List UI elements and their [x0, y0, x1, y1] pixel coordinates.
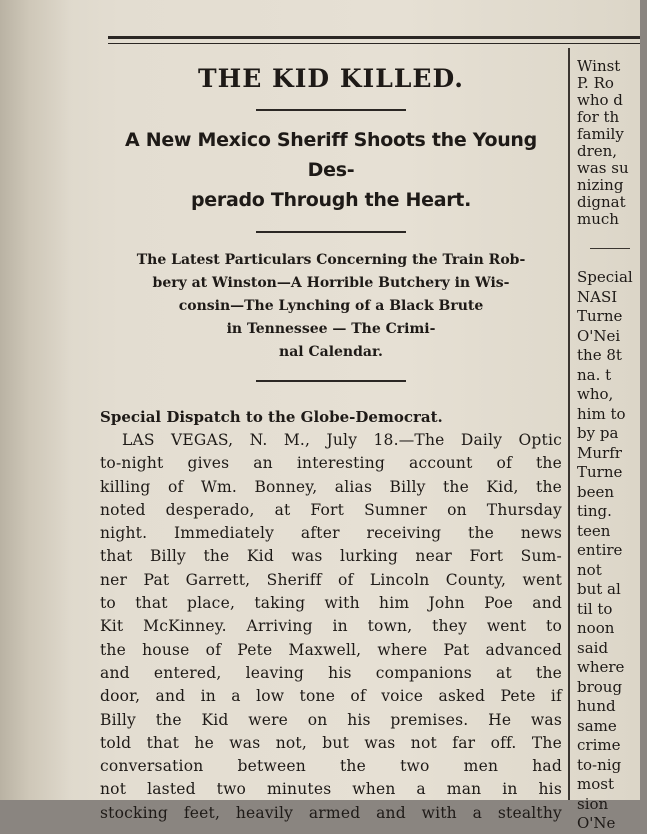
side-line: Turne [577, 463, 623, 481]
body-line: LAS VEGAS, N. M., July 18.—The Daily Optic [122, 431, 562, 449]
side-line: who, [577, 385, 614, 403]
side-line: Winst [577, 57, 621, 75]
body-line: ner Pat Garrett, Sheriff of Lincoln County, went [100, 570, 562, 589]
side-line: by pa [577, 424, 619, 442]
page-binding-edge [0, 0, 70, 800]
body-line: to that place, taking with him John Poe and [100, 594, 562, 613]
side-line: Murfr [577, 443, 622, 462]
subhead-line: perado Through the Heart. [190, 189, 471, 211]
side-line: to-nig [577, 755, 622, 774]
side-line: who d [577, 91, 623, 109]
deck-line: bery at Winston—A Horrible Butchery in Wis- [152, 275, 510, 291]
side-line: said [577, 638, 609, 657]
side-line: dignat [577, 193, 626, 211]
subheadline [100, 125, 562, 215]
side-line: not [577, 560, 602, 579]
deck-line: consin—The Lynching of a Black Brute [178, 298, 484, 314]
body-line: and entered, leaving his companions at the [100, 663, 562, 682]
subhead-line: A New Mexico Sheriff Shoots the Young Des- [125, 129, 537, 181]
side-line: teen [577, 521, 611, 540]
deck-summary [100, 249, 562, 364]
side-line: O'Nei [577, 326, 621, 345]
side-line: nizing [577, 176, 624, 194]
side-line: Special [577, 268, 633, 286]
side-line: but al [577, 580, 621, 598]
side-line: sion [577, 794, 609, 813]
body-line: the house of Pete Maxwell, where Pat advanced [100, 640, 562, 659]
top-rule-thick [108, 36, 640, 39]
deck-line: nal Calendar. [279, 344, 383, 360]
body-line: door, and in a low tone of voice asked Pete if [100, 687, 562, 706]
body-line: that Billy the Kid was lurking near Fort Sum- [100, 547, 562, 566]
article-body [100, 429, 562, 825]
side-line: for th [577, 108, 620, 126]
side-line: was su [577, 159, 629, 177]
side-line: him to [577, 404, 626, 423]
side-line: ting. [577, 502, 612, 520]
body-line: conversation between the two men had [100, 757, 562, 776]
side-line: P. Ro [577, 74, 614, 92]
body-line: told that he was not, but was not far off. The [100, 733, 562, 752]
side-line: broug [577, 677, 623, 696]
side-line: crime [577, 736, 621, 754]
side-line: been [577, 482, 615, 501]
deck-line: in Tennessee — The Crimi- [226, 321, 436, 337]
top-rule-thin [108, 43, 640, 44]
side-line: entire [577, 541, 623, 559]
side-line: most [577, 775, 614, 793]
body-line: to-night gives an interesting account of the [100, 454, 562, 473]
adjacent-column-top [577, 58, 647, 228]
dispatch-credit: Special Dispatch to the Globe-Democrat. [100, 408, 443, 426]
deck-rule [256, 380, 406, 382]
side-line: noon [577, 619, 615, 637]
column-divider [568, 48, 570, 800]
adjacent-column-bottom [577, 268, 647, 834]
side-line: na. t [577, 365, 612, 384]
body-line: Billy the Kid were on his premises. He was [100, 710, 562, 729]
side-line: dren, [577, 142, 618, 160]
side-line: same [577, 716, 617, 735]
body-line: killing of Wm. Bonney, alias Billy the Kid, the [100, 477, 562, 496]
side-line: O'Ne [577, 814, 616, 832]
side-line: NASI [577, 287, 618, 306]
side-line: Turne [577, 307, 623, 325]
side-line: the 8t [577, 346, 622, 364]
headline: THE KID KILLED. [198, 64, 464, 93]
body-line: stocking feet, heavily armed and with a stealthy [100, 803, 562, 822]
headline-rule [256, 109, 406, 111]
side-line: much [577, 210, 619, 228]
body-line: night. Immediately after receiving the news [100, 524, 562, 543]
body-line: noted desperado, at Fort Sumner on Thursday [100, 500, 562, 519]
side-line: family [577, 125, 624, 143]
side-line: til to [577, 599, 613, 618]
side-line: hund [577, 697, 616, 715]
body-line: Kit McKinney. Arriving in town, they went to [100, 617, 562, 636]
body-line: not lasted two minutes when a man in his [100, 780, 562, 799]
side-line: where [577, 658, 625, 676]
main-column [100, 50, 562, 825]
subhead-rule [256, 231, 406, 233]
deck-line: The Latest Particulars Concerning the Train Rob- [136, 252, 526, 268]
side-column-rule [590, 248, 630, 249]
